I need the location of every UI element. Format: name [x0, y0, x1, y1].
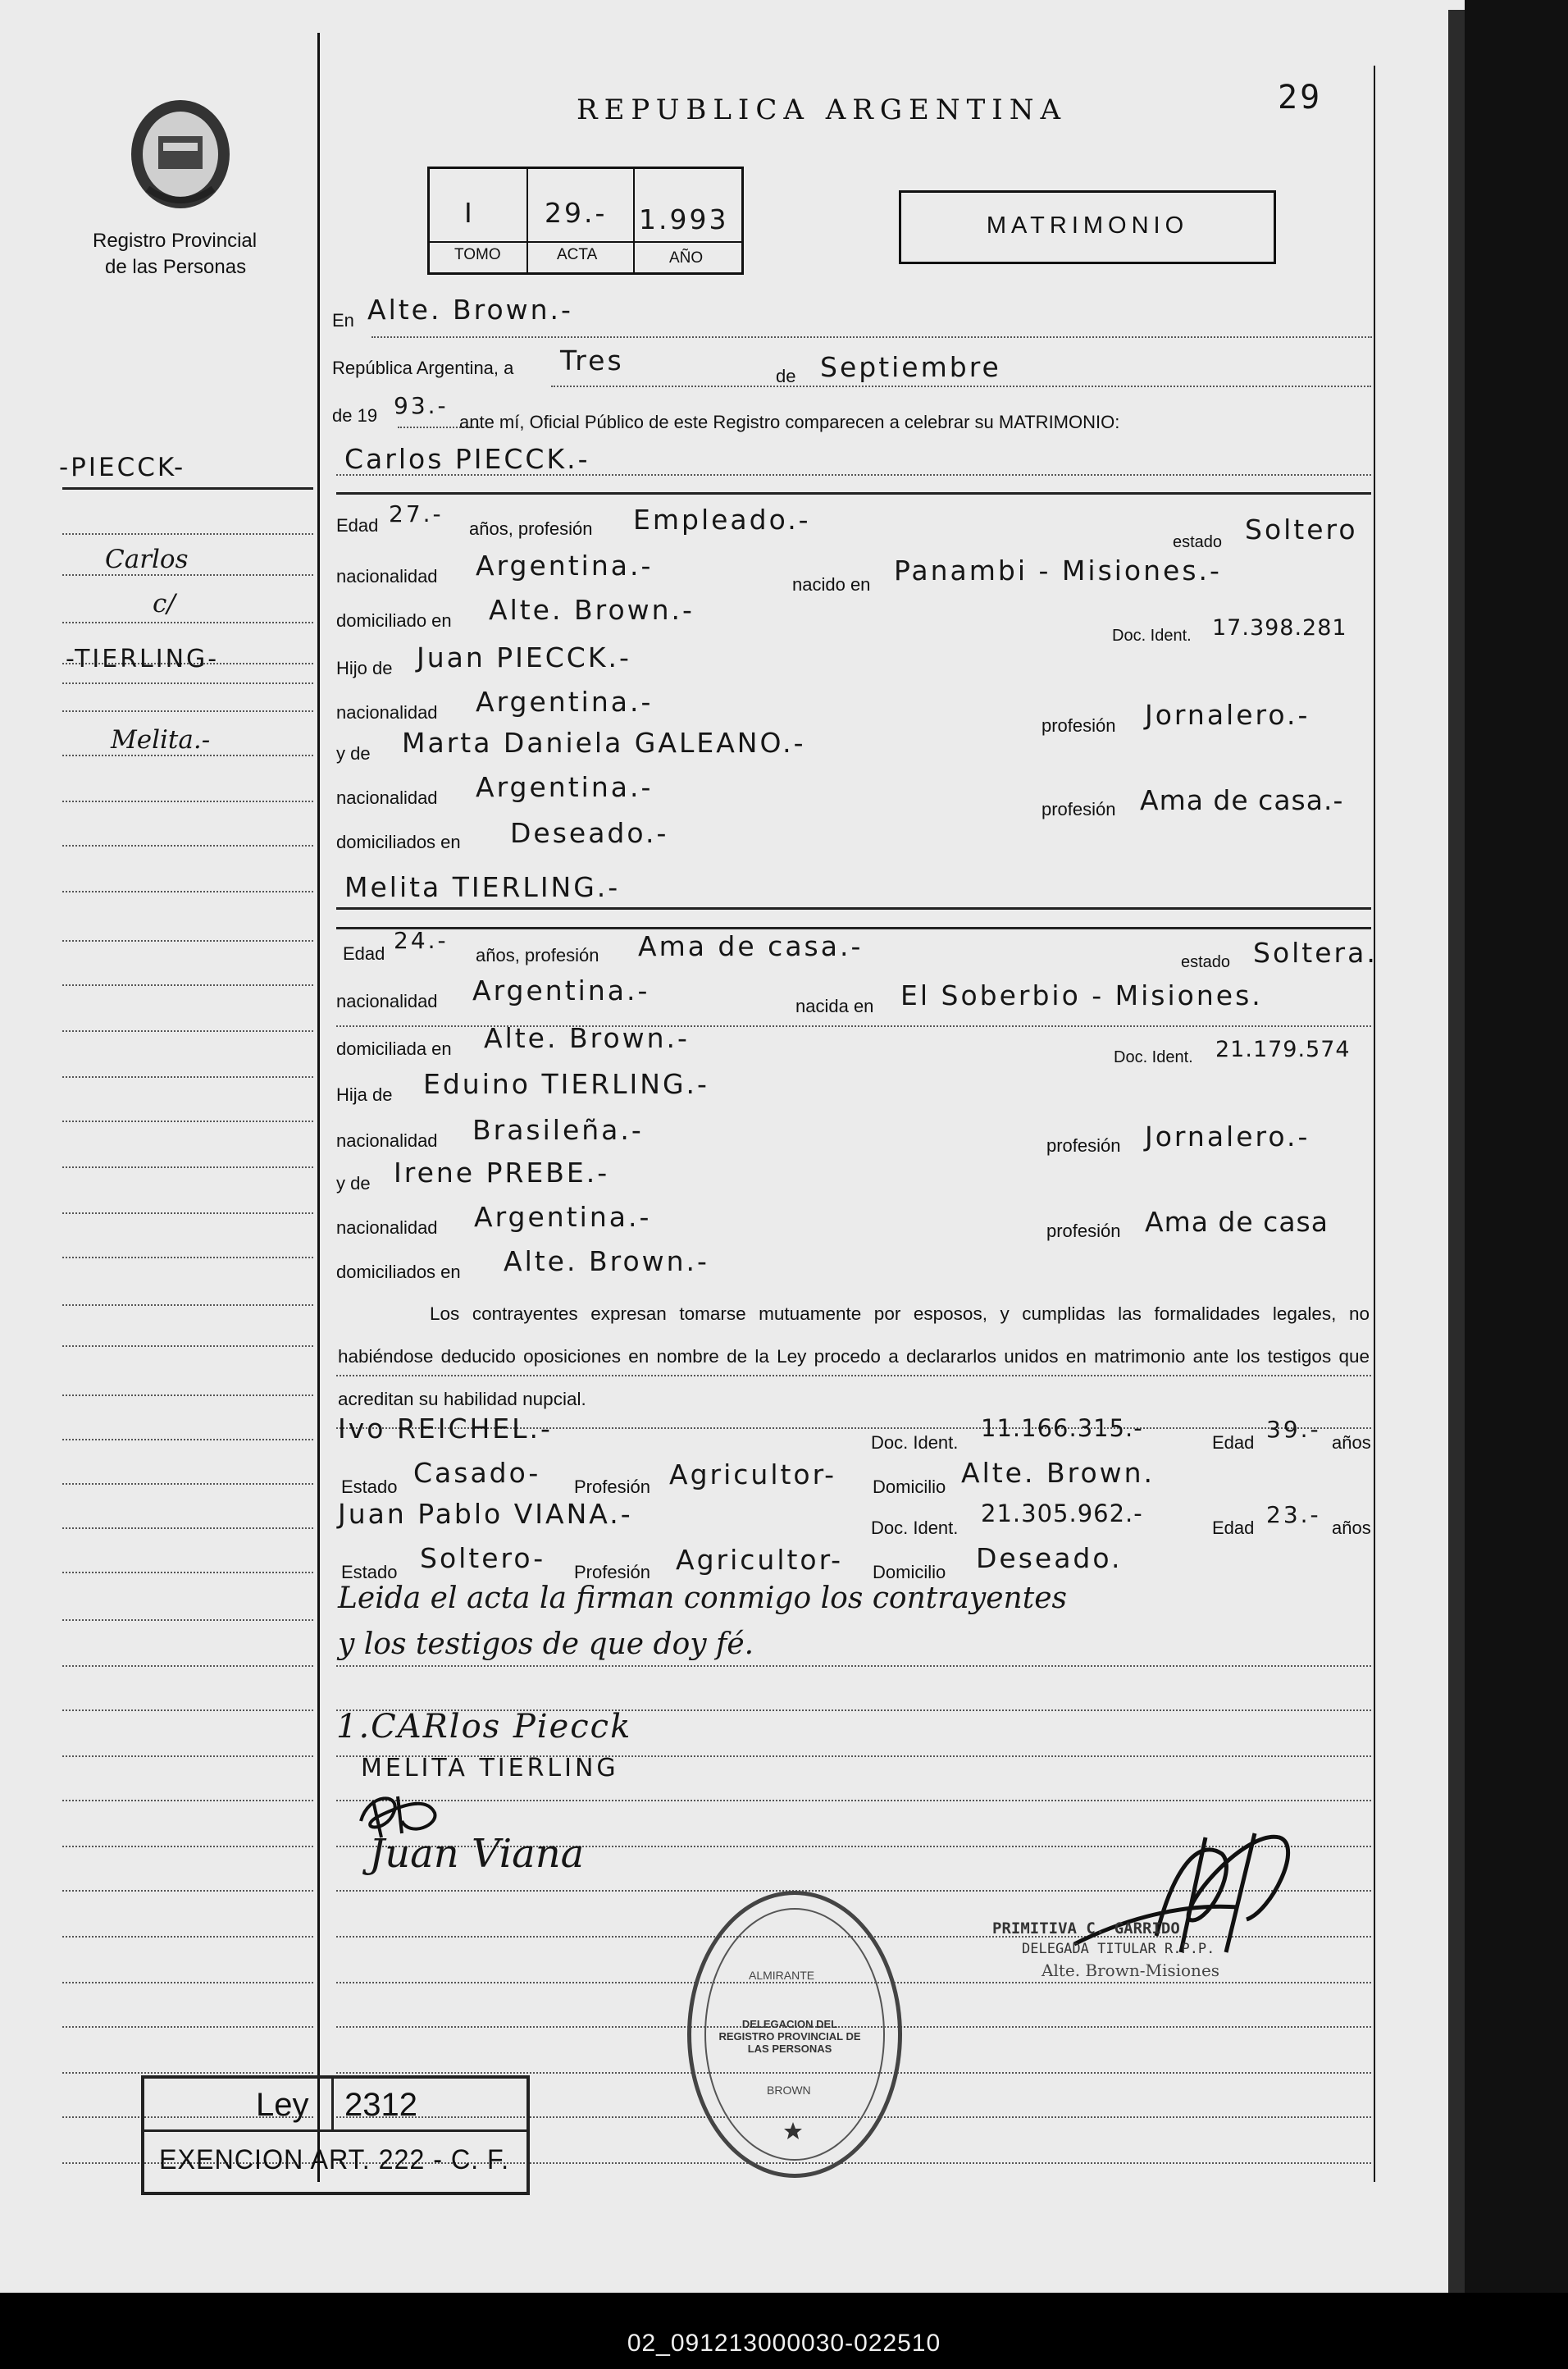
groom-born-label: nacido en: [792, 574, 871, 595]
groom-edad-label: Edad: [336, 515, 379, 536]
margin-name-groom: Carlos: [105, 545, 189, 574]
witness1-prof-label: Profesión: [574, 1477, 650, 1497]
month: Septiembre: [820, 351, 1001, 383]
bride-parents-domicile: Alte. Brown.-: [504, 1245, 709, 1277]
republica-label: República Argentina, a: [332, 358, 514, 378]
bride-mother-prof: Ama de casa: [1145, 1206, 1329, 1238]
groom-father-label: Hijo de: [336, 658, 393, 678]
bride-mother-label: y de: [336, 1173, 371, 1194]
bride-father-label: Hija de: [336, 1084, 393, 1105]
seal-star-icon: [783, 2121, 803, 2141]
registry-round-seal: [687, 1891, 902, 2178]
margin-surname-groom: -PIECCK-: [59, 453, 186, 482]
groom-mother: Marta Daniela GALEANO.-: [402, 727, 806, 759]
witness2-anos-label: años: [1332, 1518, 1371, 1538]
groom-mother-prof-label: profesión: [1042, 799, 1116, 819]
declaration-text: Los contrayentes expresan tomarse mutuamente por esposos, y cumplidas las formalidades legales, no habiéndose deducido oposiciones en nombre de la Ley procedo a declararlos unidos en matrimonio ante los testigos que acreditan su habilidad nupcial.: [338, 1303, 1370, 1409]
bride-age: 24.-: [394, 927, 449, 954]
record-type-box: [899, 190, 1276, 264]
margin-name-bride: Melita.-: [111, 725, 211, 755]
tomo-label: TOMO: [454, 246, 501, 263]
witness1-doc: 11.166.315.-: [981, 1414, 1143, 1442]
bride-estado-label: estado: [1181, 953, 1231, 971]
witness1-anos-label: años: [1332, 1432, 1371, 1453]
bride-civil-status: Soltera.: [1253, 937, 1378, 969]
official-stamp-line3: Alte. Brown-Misiones: [1042, 1960, 1220, 1980]
bride-father: Eduino TIERLING.-: [423, 1068, 709, 1100]
groom-birthplace: Panambi - Misiones.-: [894, 555, 1222, 587]
witness1-edad-label: Edad: [1212, 1432, 1255, 1453]
bride-doc-label: Doc. Ident.: [1114, 1048, 1193, 1066]
official-stamp-line1: PRIMITIVA C. GARRIDO: [992, 1919, 1180, 1938]
groom-father-nat: Argentina.-: [476, 686, 654, 718]
witness2-estado-label: Estado: [341, 1562, 398, 1582]
de-label: de: [776, 366, 796, 386]
right-margin-line: [1374, 66, 1375, 2182]
witness1-estado-label: Estado: [341, 1477, 398, 1497]
closing-line-2: y los testigos de que doy fé.: [338, 1627, 754, 1661]
ley-exencion: EXENCION ART. 222 - C. F.: [159, 2144, 510, 2175]
country-heading: REPUBLICA ARGENTINA: [577, 94, 1068, 126]
witness1-name: Ivo REICHEL.-: [338, 1413, 553, 1445]
bride-domicile: Alte. Brown.-: [484, 1022, 690, 1054]
groom-mother-nat-label: nacionalidad: [336, 787, 438, 808]
tomo-value: I: [464, 197, 475, 229]
bride-edad-label: Edad: [343, 943, 385, 964]
groom-doc-label: Doc. Ident.: [1112, 627, 1192, 645]
groom-mother-prof: Ama de casa.-: [1140, 784, 1344, 816]
groom-parents-dom-label: domiciliados en: [336, 832, 461, 852]
bride-mother-prof-label: profesión: [1046, 1221, 1121, 1241]
bride-mother: Irene PREBE.-: [394, 1157, 610, 1189]
bride-father-nat: Brasileña.-: [472, 1114, 644, 1146]
official-signature-icon: [1058, 1821, 1329, 1960]
seal-outer-text: DELEGACION DEL REGISTRO PROVINCIAL DE LAS PERSONAS: [718, 2018, 861, 2055]
ano-label: AÑO: [669, 249, 704, 267]
signature-groom: 1.CARlos Piecck: [336, 1708, 632, 1746]
year: 93.-: [394, 392, 449, 419]
groom-profesion-label: años, profesión: [469, 518, 593, 539]
witness2-prof-label: Profesión: [574, 1562, 650, 1582]
bride-mother-nat-label: nacionalidad: [336, 1217, 438, 1238]
groom-father-prof: Jornalero.-: [1145, 699, 1310, 731]
bride-parents-dom-label: domiciliados en: [336, 1262, 461, 1282]
provincial-emblem-icon: [127, 97, 234, 220]
groom-nac-label: nacionalidad: [336, 566, 438, 587]
bride-birthplace: El Soberbio - Misiones.: [900, 979, 1263, 1011]
acta-value: 29.-: [545, 197, 608, 229]
groom-father-nat-label: nacionalidad: [336, 702, 438, 723]
seal-inner-text-1: ALMIRANTE: [749, 1969, 815, 1982]
year-prefix: de 19: [332, 405, 378, 426]
witness2-age: 23.-: [1266, 1501, 1321, 1528]
scan-border-right: [1465, 0, 1568, 2369]
groom-profession: Empleado.-: [633, 504, 811, 536]
witness2-profession: Agricultor-: [676, 1544, 843, 1576]
witness1-profession: Agricultor-: [669, 1458, 836, 1490]
ley-stamp: [141, 2075, 530, 2195]
bride-born-label: nacida en: [795, 996, 874, 1016]
witness1-civil: Casado-: [413, 1457, 541, 1489]
witness1-domicile: Alte. Brown.: [961, 1457, 1155, 1489]
witness1-doc-label: Doc. Ident.: [871, 1432, 959, 1453]
closing-line-1: Leida el acta la firman conmigo los contrayentes: [338, 1582, 1067, 1615]
witness2-dom-label: Domicilio: [873, 1562, 946, 1582]
witness2-domicile: Deseado.: [976, 1542, 1123, 1574]
ano-value: 1.993: [639, 203, 729, 235]
en-label: En: [332, 310, 354, 331]
groom-civil-status: Soltero: [1245, 514, 1358, 545]
witness1-dom-label: Domicilio: [873, 1477, 946, 1497]
margin-surname-bride: -TIERLING-: [66, 645, 220, 673]
margin-conjunction: c/: [153, 589, 175, 618]
witness2-civil: Soltero-: [420, 1542, 546, 1574]
record-box: [427, 167, 744, 275]
bride-nac-label: nacionalidad: [336, 991, 438, 1011]
groom-father: Juan PIECCK.-: [417, 641, 631, 673]
groom-estado-label: estado: [1173, 533, 1223, 551]
witness2-edad-label: Edad: [1212, 1518, 1255, 1538]
bride-father-prof-label: profesión: [1046, 1135, 1121, 1156]
intro-statement: ante mí, Oficial Público de este Registro comparecen a celebrar su MATRIMONIO:: [459, 412, 1120, 432]
witness1-age: 39.-: [1266, 1416, 1321, 1443]
official-stamp-line2: DELEGADA TITULAR R.P.P.: [1022, 1941, 1215, 1957]
bride-profesion-label: años, profesión: [476, 945, 599, 965]
acta-label: ACTA: [557, 246, 598, 263]
groom-domicile: Alte. Brown.-: [489, 594, 695, 626]
bride-nationality: Argentina.-: [472, 975, 650, 1006]
witness2-doc: 21.305.962.-: [981, 1499, 1143, 1527]
bride-doc: 21.179.574: [1215, 1037, 1351, 1062]
signature-witness2: Juan Viana: [369, 1831, 585, 1877]
page-number: 29: [1278, 79, 1323, 116]
groom-dom-label: domiciliado en: [336, 610, 452, 631]
place: Alte. Brown.-: [367, 294, 573, 326]
bride-profession: Ama de casa.-: [638, 930, 864, 962]
groom-nationality: Argentina.-: [476, 550, 654, 582]
margin-line: [317, 33, 320, 2182]
groom-parents-domicile: Deseado.-: [510, 817, 669, 849]
registry-name-line1: Registro Provincial: [93, 230, 258, 252]
day: Tres: [560, 345, 624, 377]
ley-number: 2312: [344, 2087, 417, 2123]
witness2-name: Juan Pablo VIANA.-: [338, 1498, 633, 1530]
registry-name-line2: de las Personas: [105, 256, 247, 278]
groom-age: 27.-: [389, 500, 444, 527]
groom-mother-nat: Argentina.-: [476, 771, 654, 803]
groom-mother-label: y de: [336, 743, 371, 764]
signature-bride: MELITA TIERLING: [361, 1754, 619, 1782]
seal-inner-text-2: BROWN: [767, 2084, 811, 2097]
bride-mother-nat: Argentina.-: [474, 1201, 652, 1233]
footer-id: 02_091213000030-022510: [627, 2330, 941, 2357]
bride-father-prof: Jornalero.-: [1145, 1121, 1310, 1153]
bride-dom-label: domiciliada en: [336, 1038, 452, 1059]
groom-doc: 17.398.281: [1212, 615, 1347, 641]
bride-father-nat-label: nacionalidad: [336, 1130, 438, 1151]
bride-name: Melita TIERLING.-: [344, 871, 621, 903]
record-type: MATRIMONIO: [986, 212, 1189, 239]
ley-label: Ley: [256, 2087, 309, 2123]
groom-name: Carlos PIECCK.-: [344, 443, 590, 475]
witness2-doc-label: Doc. Ident.: [871, 1518, 959, 1538]
groom-father-prof-label: profesión: [1042, 715, 1116, 736]
